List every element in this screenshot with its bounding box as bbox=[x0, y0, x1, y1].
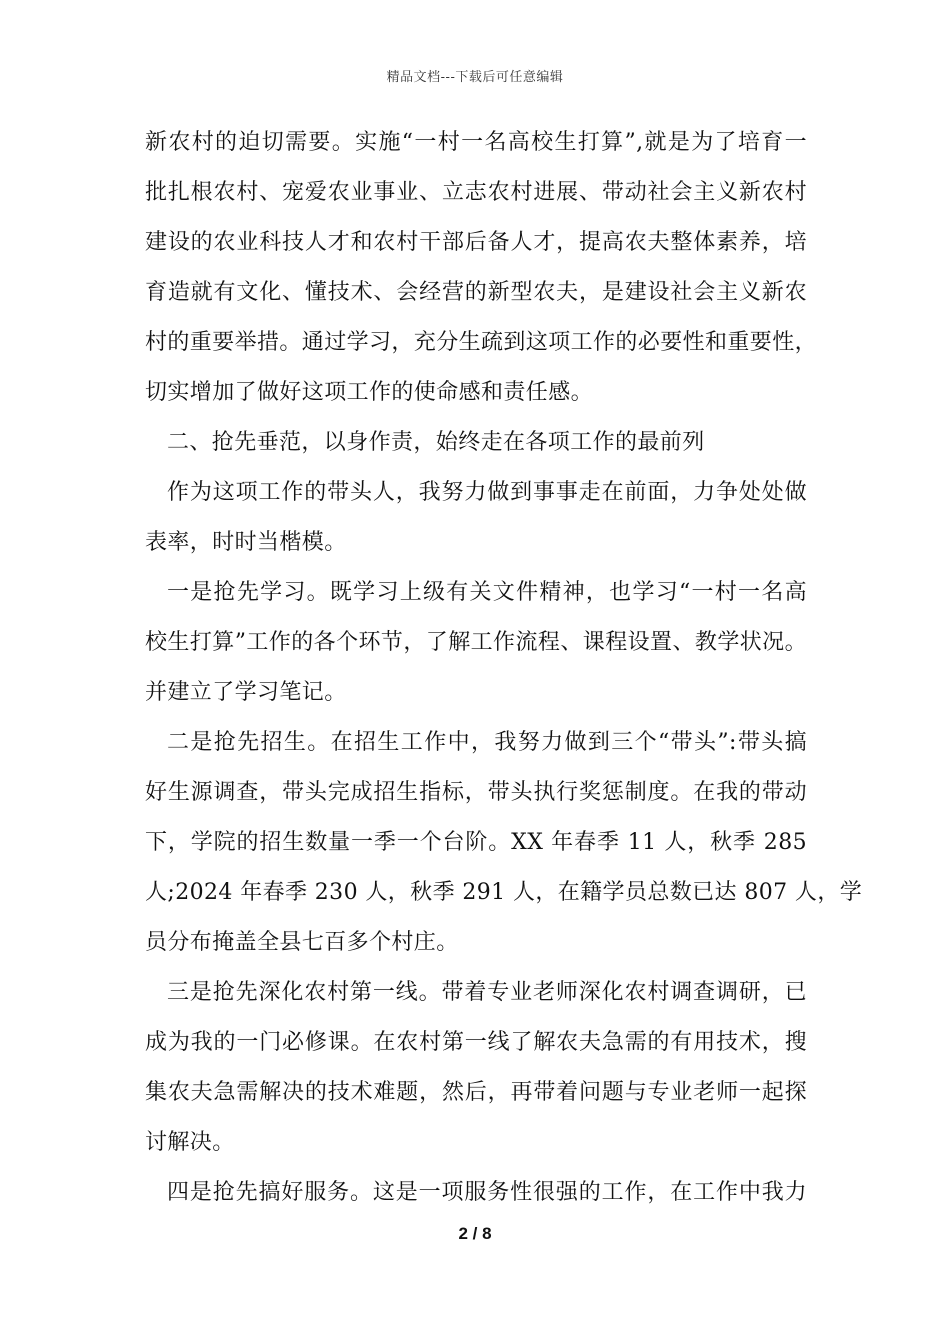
text-line: 讨解决。 bbox=[145, 1130, 235, 1155]
text-line: 并建立了学习笔记。 bbox=[145, 680, 347, 705]
text-line: 员分布掩盖全县七百多个村庄。 bbox=[145, 930, 459, 955]
text-line: 下，学院的招生数量一季一个台阶。XX 年春季 11 人，秋季 285 bbox=[145, 830, 807, 855]
text-line: 校生打算”工作的各个环节，了解工作流程、课程设置、教学状况。 bbox=[145, 630, 807, 655]
text-line: 成为我的一门必修课。在农村第一线了解农夫急需的有用技术，搜 bbox=[145, 1030, 807, 1055]
text-line: 作为这项工作的带头人，我努力做到事事走在前面，力争处处做 bbox=[167, 480, 807, 505]
document-body bbox=[145, 128, 863, 1228]
text-line: 一是抢先学习。既学习上级有关文件精神，也学习“一村一名高 bbox=[167, 580, 807, 605]
text-line: 三是抢先深化农村第一线。带着专业老师深化农村调查调研，已 bbox=[167, 980, 807, 1005]
text-line: 集农夫急需解决的技术难题，然后，再带着问题与专业老师一起探 bbox=[145, 1080, 807, 1105]
text-line: 切实增加了做好这项工作的使命感和责任感。 bbox=[145, 380, 594, 405]
text-line: 二是抢先招生。在招生工作中，我努力做到三个“带头”:带头搞 bbox=[167, 730, 807, 755]
text-line: 新农村的迫切需要。实施“一村一名高校生打算”,就是为了培育一 bbox=[145, 130, 807, 155]
text-line: 好生源调查，带头完成招生指标，带头执行奖惩制度。在我的带动 bbox=[145, 780, 807, 805]
text-line: 村的重要举措。通过学习，充分生疏到这项工作的必要性和重要性， bbox=[145, 330, 818, 355]
page-header: 精品文档---下载后可任意编辑 bbox=[386, 70, 564, 85]
text-line: 表率，时时当楷模。 bbox=[145, 530, 347, 555]
text-line: 四是抢先搞好服务。这是一项服务性很强的工作，在工作中我力 bbox=[167, 1180, 807, 1205]
text-line: 批扎根农村、宠爱农业事业、立志农村进展、带动社会主义新农村 bbox=[145, 180, 807, 205]
text-line: 人;2024 年春季 230 人，秋季 291 人，在籍学员总数已达 807 人，学 bbox=[145, 880, 863, 905]
text-line: 二、抢先垂范，以身作责，始终走在各项工作的最前列 bbox=[167, 430, 705, 455]
text-line: 育造就有文化、懂技术、会经营的新型农夫，是建设社会主义新农 bbox=[145, 280, 807, 305]
text-line: 建设的农业科技人才和农村干部后备人才，提高农夫整体素养，培 bbox=[145, 230, 807, 255]
page-number: 2 / 8 bbox=[458, 1224, 492, 1243]
